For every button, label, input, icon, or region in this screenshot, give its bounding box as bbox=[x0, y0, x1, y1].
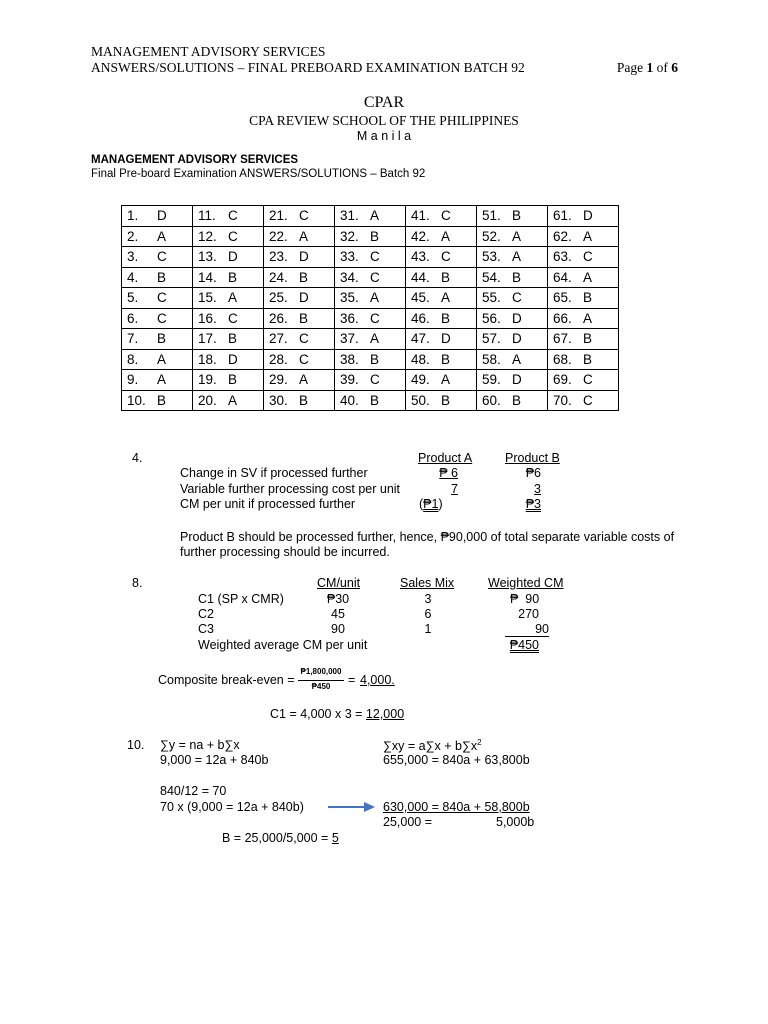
answer-letter: C bbox=[370, 269, 380, 285]
answer-cell bbox=[122, 370, 193, 391]
question-number: 22. bbox=[269, 228, 288, 244]
answer-cell bbox=[264, 267, 335, 288]
answer-letter: C bbox=[299, 351, 309, 367]
answer-cell bbox=[193, 288, 264, 309]
question-number: 43. bbox=[411, 249, 430, 265]
q8-row-3-mix: 1 bbox=[424, 622, 432, 636]
answer-letter: D bbox=[512, 331, 522, 347]
answer-cell bbox=[406, 370, 477, 391]
header-line-1: MANAGEMENT ADVISORY SERVICES bbox=[91, 44, 326, 59]
question-number: 37. bbox=[340, 331, 359, 347]
answer-cell bbox=[122, 226, 193, 247]
q4-row-2-b: 3 bbox=[534, 482, 541, 496]
answer-cell bbox=[335, 267, 406, 288]
answer-cell bbox=[477, 288, 548, 309]
q8-be-numerator: ₱1,800,000 bbox=[300, 667, 342, 676]
question-number: 12. bbox=[198, 228, 217, 244]
answer-cell bbox=[335, 329, 406, 350]
answer-cell bbox=[548, 288, 619, 309]
question-number: 53. bbox=[482, 249, 501, 265]
page-indicator bbox=[617, 60, 678, 76]
q4-row-1-label: Change in SV if processed further bbox=[180, 466, 368, 480]
answer-cell bbox=[406, 390, 477, 411]
answer-cell bbox=[264, 370, 335, 391]
answer-letter: B bbox=[157, 269, 167, 285]
question-number: 2. bbox=[127, 228, 139, 244]
answer-cell bbox=[193, 267, 264, 288]
answer-letter: C bbox=[441, 249, 451, 265]
answer-cell bbox=[548, 390, 619, 411]
question-number: 45. bbox=[411, 290, 430, 306]
answer-letter: B bbox=[512, 269, 522, 285]
q10-diff-left: 25,000 = bbox=[383, 815, 433, 829]
answer-cell bbox=[548, 247, 619, 268]
answer-letter: D bbox=[299, 249, 309, 265]
subject-title: MANAGEMENT ADVISORY SERVICES bbox=[91, 154, 299, 166]
answer-letter: B bbox=[299, 392, 309, 408]
answer-cell bbox=[193, 247, 264, 268]
answer-cell bbox=[122, 267, 193, 288]
question-number: 64. bbox=[553, 269, 572, 285]
answer-cell bbox=[477, 329, 548, 350]
q8-row-3-label: C3 bbox=[198, 622, 214, 636]
question-number: 27. bbox=[269, 331, 288, 347]
answer-cell bbox=[264, 247, 335, 268]
answer-cell bbox=[122, 288, 193, 309]
answer-cell bbox=[193, 206, 264, 227]
answer-letter: B bbox=[228, 372, 238, 388]
answer-cell bbox=[122, 390, 193, 411]
question-number: 14. bbox=[198, 269, 217, 285]
answer-letter: C bbox=[583, 392, 593, 408]
q4-row-2-label: Variable further processing cost per unit bbox=[180, 482, 401, 496]
question-number: 48. bbox=[411, 351, 430, 367]
question-number: 55. bbox=[482, 290, 501, 306]
q4-row-3-a-close: ) bbox=[438, 497, 443, 511]
answer-row bbox=[122, 267, 619, 288]
question-number: 58. bbox=[482, 351, 501, 367]
answer-cell bbox=[264, 349, 335, 370]
q8-row-3-cm: 90 bbox=[331, 622, 345, 636]
arrow-right-icon bbox=[328, 800, 376, 814]
answer-letter: A bbox=[583, 310, 593, 326]
answer-row bbox=[122, 349, 619, 370]
q10-ratio: 840/12 = 70 bbox=[160, 784, 227, 798]
q4-row-1-b: ₱6 bbox=[525, 466, 541, 480]
question-number: 54. bbox=[482, 269, 501, 285]
page-word: Page bbox=[616, 60, 644, 75]
q10-mult: 70 x (9,000 = 12a + 840b) bbox=[160, 800, 304, 814]
question-number: 66. bbox=[553, 310, 572, 326]
answer-cell bbox=[477, 267, 548, 288]
page-number: 1 bbox=[646, 60, 654, 75]
question-number: 50. bbox=[411, 392, 430, 408]
answer-cell bbox=[406, 308, 477, 329]
answer-letter: C bbox=[157, 310, 167, 326]
question-number: 32. bbox=[340, 228, 359, 244]
q8-row-1-label: C1 (SP x CMR) bbox=[198, 592, 284, 606]
question-number: 25. bbox=[269, 290, 288, 306]
answer-letter: B bbox=[441, 310, 451, 326]
q4-row-3-a-open: ( bbox=[419, 497, 424, 511]
answer-letter: A bbox=[370, 331, 380, 347]
q4-conclusion-1: Product B should be processed further, hence, ₱90,000 of total separate variable costs of bbox=[180, 530, 675, 544]
page-of: of bbox=[656, 60, 668, 75]
answer-letter: A bbox=[370, 208, 380, 224]
question-number: 40. bbox=[340, 392, 359, 408]
q4-number: 4. bbox=[132, 451, 143, 465]
answer-letter: B bbox=[299, 269, 309, 285]
answer-letter: A bbox=[370, 290, 380, 306]
q10-eq2-sup: 2 bbox=[477, 738, 482, 747]
answer-cell bbox=[122, 308, 193, 329]
answer-letter: D bbox=[441, 331, 451, 347]
question-number: 7. bbox=[127, 331, 139, 347]
answer-cell bbox=[335, 206, 406, 227]
answer-cell bbox=[548, 349, 619, 370]
header-line-2: ANSWERS/SOLUTIONS – FINAL PREBOARD EXAMINATION BATCH 92 bbox=[91, 60, 525, 75]
question-number: 44. bbox=[411, 269, 430, 285]
answer-row bbox=[122, 329, 619, 350]
answer-letter: D bbox=[228, 351, 238, 367]
q8-be-label: Composite break-even = bbox=[158, 673, 295, 687]
q10-eq2 bbox=[383, 738, 482, 753]
answer-letter: B bbox=[157, 331, 167, 347]
answer-letter: D bbox=[228, 249, 238, 265]
answer-letter: C bbox=[583, 249, 593, 265]
answer-letter: C bbox=[370, 310, 380, 326]
answer-letter: D bbox=[583, 208, 593, 224]
answer-letter: A bbox=[157, 351, 167, 367]
answer-cell bbox=[264, 288, 335, 309]
q8-c1-prefix: C1 = 4,000 x 3 = bbox=[270, 707, 363, 721]
question-number: 47. bbox=[411, 331, 430, 347]
answer-letter: B bbox=[370, 351, 380, 367]
answer-cell bbox=[548, 329, 619, 350]
answer-letter: B bbox=[512, 392, 522, 408]
school-name: CPA REVIEW SCHOOL OF THE PHILIPPINES bbox=[249, 113, 519, 128]
question-number: 21. bbox=[269, 208, 288, 224]
question-number: 34. bbox=[340, 269, 359, 285]
answer-row bbox=[122, 370, 619, 391]
answer-cell bbox=[122, 206, 193, 227]
answer-cell bbox=[264, 308, 335, 329]
q8-row-1-wcm: ₱ 90 bbox=[510, 592, 540, 606]
answer-letter: B bbox=[370, 228, 380, 244]
answer-letter: A bbox=[512, 228, 522, 244]
answer-cell bbox=[335, 390, 406, 411]
school-abbr: CPAR bbox=[363, 94, 405, 111]
question-number: 11. bbox=[198, 208, 216, 224]
answer-row bbox=[122, 308, 619, 329]
q10-sub1: 9,000 = 12a + 840b bbox=[160, 753, 269, 767]
answer-cell bbox=[406, 247, 477, 268]
answer-letter: B bbox=[299, 310, 309, 326]
answer-row bbox=[122, 226, 619, 247]
answer-letter: C bbox=[299, 208, 309, 224]
answer-row bbox=[122, 247, 619, 268]
answer-cell bbox=[477, 226, 548, 247]
q8-c1-result: 12,000 bbox=[365, 707, 405, 721]
answer-cell bbox=[548, 226, 619, 247]
question-number: 68. bbox=[553, 351, 572, 367]
q10-sub2: 655,000 = 840a + 63,800b bbox=[383, 753, 530, 767]
answer-cell bbox=[193, 226, 264, 247]
answer-letter: C bbox=[299, 331, 309, 347]
answer-cell bbox=[193, 349, 264, 370]
answer-cell bbox=[335, 226, 406, 247]
q8-row-2-mix: 6 bbox=[424, 607, 432, 621]
question-number: 61. bbox=[553, 208, 572, 224]
answer-cell bbox=[335, 349, 406, 370]
q4-conclusion-2: further processing should be incurred. bbox=[180, 545, 390, 559]
answer-letter: B bbox=[512, 208, 522, 224]
answer-cell bbox=[548, 370, 619, 391]
answer-letter: C bbox=[157, 290, 167, 306]
answer-letter: C bbox=[370, 372, 380, 388]
answer-letter: C bbox=[157, 249, 167, 265]
answer-letter: A bbox=[441, 228, 451, 244]
answer-letter: C bbox=[441, 208, 451, 224]
answer-letter: A bbox=[441, 372, 451, 388]
question-number: 20. bbox=[198, 392, 217, 408]
question-number: 6. bbox=[127, 310, 139, 326]
question-number: 3. bbox=[127, 249, 139, 265]
answer-letter: D bbox=[512, 310, 522, 326]
school-city: M a n i l a bbox=[356, 129, 412, 143]
subject-subtitle: Final Pre-board Examination ANSWERS/SOLUTIONS – Batch 92 bbox=[91, 168, 426, 180]
question-number: 36. bbox=[340, 310, 359, 326]
answer-key-table bbox=[121, 205, 619, 411]
answer-letter: B bbox=[157, 392, 167, 408]
answer-letter: A bbox=[583, 269, 593, 285]
answer-cell bbox=[548, 267, 619, 288]
question-number: 19. bbox=[198, 372, 217, 388]
question-number: 8. bbox=[127, 351, 139, 367]
answer-letter: A bbox=[512, 351, 522, 367]
question-number: 18. bbox=[198, 351, 217, 367]
q8-avg-label: Weighted average CM per unit bbox=[198, 638, 368, 652]
question-number: 4. bbox=[127, 269, 139, 285]
q10-b-result: 5 bbox=[331, 831, 339, 845]
answer-letter: C bbox=[370, 249, 380, 265]
answer-letter: A bbox=[228, 392, 238, 408]
question-number: 49. bbox=[411, 372, 430, 388]
answer-row bbox=[122, 288, 619, 309]
answer-cell bbox=[264, 206, 335, 227]
question-number: 10. bbox=[127, 392, 146, 408]
question-number: 39. bbox=[340, 372, 359, 388]
q10-eq1: ∑y = na + b∑x bbox=[160, 738, 240, 752]
answer-letter: B bbox=[583, 290, 593, 306]
q8-row-2-wcm: 270 bbox=[518, 607, 539, 621]
question-number: 13. bbox=[198, 249, 217, 265]
q4-row-3-b: ₱3 bbox=[525, 497, 541, 511]
answer-letter: B bbox=[583, 351, 593, 367]
q8-number: 8. bbox=[132, 576, 143, 590]
question-number: 15. bbox=[198, 290, 217, 306]
q4-col-product-b: Product B bbox=[505, 451, 560, 465]
answer-letter: B bbox=[228, 331, 238, 347]
question-number: 46. bbox=[411, 310, 430, 326]
question-number: 38. bbox=[340, 351, 359, 367]
answer-letter: C bbox=[228, 228, 238, 244]
q10-b-formula bbox=[222, 831, 339, 845]
answer-cell bbox=[193, 329, 264, 350]
q8-row-3-wcm: 90 bbox=[505, 622, 549, 637]
answer-letter: B bbox=[228, 269, 238, 285]
answer-cell bbox=[335, 308, 406, 329]
answer-letter: A bbox=[512, 249, 522, 265]
q8-col-cm: CM/unit bbox=[317, 576, 361, 590]
answer-cell bbox=[335, 288, 406, 309]
question-number: 59. bbox=[482, 372, 501, 388]
answer-letter: A bbox=[157, 372, 167, 388]
answer-row bbox=[122, 206, 619, 227]
answer-cell bbox=[122, 329, 193, 350]
question-number: 62. bbox=[553, 228, 572, 244]
q8-be-equals: = bbox=[348, 673, 356, 687]
answer-letter: B bbox=[583, 331, 593, 347]
question-number: 35. bbox=[340, 290, 359, 306]
question-number: 16. bbox=[198, 310, 217, 326]
q8-be-fraction-bar bbox=[298, 680, 344, 681]
q4-row-1-a: ₱ 6 bbox=[439, 466, 458, 480]
answer-letter: C bbox=[512, 290, 522, 306]
q4-col-product-a: Product A bbox=[418, 451, 473, 465]
answer-cell bbox=[477, 247, 548, 268]
answer-letter: B bbox=[370, 392, 380, 408]
page-total: 6 bbox=[671, 60, 678, 75]
question-number: 67. bbox=[553, 331, 572, 347]
question-number: 17. bbox=[198, 331, 217, 347]
q4-row-2-a: 7 bbox=[451, 482, 458, 496]
question-number: 70. bbox=[553, 392, 572, 408]
question-number: 51. bbox=[482, 208, 501, 224]
question-number: 28. bbox=[269, 351, 288, 367]
q4-row-3-a-value: ₱1 bbox=[423, 497, 439, 511]
q10-mult-result: 630,000 = 840a + 58,800b bbox=[383, 800, 530, 814]
question-number: 42. bbox=[411, 228, 430, 244]
answer-cell bbox=[122, 349, 193, 370]
q8-be-result: 4,000. bbox=[360, 673, 395, 687]
answer-letter: D bbox=[157, 208, 167, 224]
answer-cell bbox=[335, 247, 406, 268]
answer-letter: C bbox=[228, 208, 238, 224]
q8-be-denominator: ₱450 bbox=[311, 682, 331, 691]
answer-letter: A bbox=[441, 290, 451, 306]
answer-row bbox=[122, 390, 619, 411]
answer-cell bbox=[548, 206, 619, 227]
question-number: 69. bbox=[553, 372, 572, 388]
answer-cell bbox=[477, 349, 548, 370]
answer-cell bbox=[193, 308, 264, 329]
question-number: 5. bbox=[127, 290, 139, 306]
answer-cell bbox=[406, 329, 477, 350]
answer-cell bbox=[477, 308, 548, 329]
answer-letter: B bbox=[441, 351, 451, 367]
answer-letter: D bbox=[512, 372, 522, 388]
q4-row-3-a bbox=[419, 497, 443, 511]
q8-col-wcm: Weighted CM bbox=[488, 576, 564, 590]
answer-letter: A bbox=[583, 228, 593, 244]
answer-letter: A bbox=[299, 372, 309, 388]
answer-cell bbox=[406, 206, 477, 227]
answer-letter: B bbox=[441, 392, 451, 408]
answer-cell bbox=[264, 226, 335, 247]
answer-letter: D bbox=[299, 290, 309, 306]
answer-cell bbox=[193, 370, 264, 391]
question-number: 1. bbox=[127, 208, 139, 224]
answer-cell bbox=[264, 390, 335, 411]
question-number: 23. bbox=[269, 249, 288, 265]
question-number: 29. bbox=[269, 372, 288, 388]
question-number: 41. bbox=[411, 208, 430, 224]
q8-row-2-label: C2 bbox=[198, 607, 214, 621]
question-number: 9. bbox=[127, 372, 139, 388]
answer-letter: C bbox=[583, 372, 593, 388]
question-number: 56. bbox=[482, 310, 501, 326]
answer-cell bbox=[335, 370, 406, 391]
q8-row-1-cm: ₱30 bbox=[326, 592, 350, 606]
answer-letter: A bbox=[228, 290, 238, 306]
q10-diff-right: 5,000b bbox=[496, 815, 535, 829]
answer-cell bbox=[548, 308, 619, 329]
question-number: 24. bbox=[269, 269, 288, 285]
question-number: 30. bbox=[269, 392, 288, 408]
question-number: 26. bbox=[269, 310, 288, 326]
question-number: 52. bbox=[482, 228, 501, 244]
answer-cell bbox=[406, 267, 477, 288]
answer-cell bbox=[406, 226, 477, 247]
answer-letter: B bbox=[441, 269, 451, 285]
question-number: 31. bbox=[340, 208, 359, 224]
answer-cell bbox=[477, 206, 548, 227]
q8-col-mix: Sales Mix bbox=[400, 576, 455, 590]
question-number: 60. bbox=[482, 392, 501, 408]
answer-cell bbox=[477, 390, 548, 411]
question-number: 65. bbox=[553, 290, 572, 306]
q8-row-2-cm: 45 bbox=[331, 607, 345, 621]
question-number: 57. bbox=[482, 331, 501, 347]
answer-letter: C bbox=[228, 310, 238, 326]
question-number: 33. bbox=[340, 249, 359, 265]
answer-cell bbox=[406, 349, 477, 370]
answer-cell bbox=[264, 329, 335, 350]
answer-cell bbox=[477, 370, 548, 391]
q4-row-3-label: CM per unit if processed further bbox=[180, 497, 356, 511]
q8-c1-formula bbox=[270, 707, 404, 721]
q8-row-1-mix: 3 bbox=[424, 592, 432, 606]
answer-letter: A bbox=[157, 228, 167, 244]
answer-cell bbox=[193, 390, 264, 411]
answer-letter: A bbox=[299, 228, 309, 244]
q10-b-prefix: B = 25,000/5,000 = bbox=[222, 831, 329, 845]
q8-avg-value: ₱450 bbox=[509, 638, 539, 652]
question-number: 63. bbox=[553, 249, 572, 265]
answer-cell bbox=[406, 288, 477, 309]
q10-number: 10. bbox=[127, 738, 145, 752]
q10-eq2-base: ∑xy = a∑x + b∑x bbox=[383, 739, 478, 754]
answer-cell bbox=[122, 247, 193, 268]
